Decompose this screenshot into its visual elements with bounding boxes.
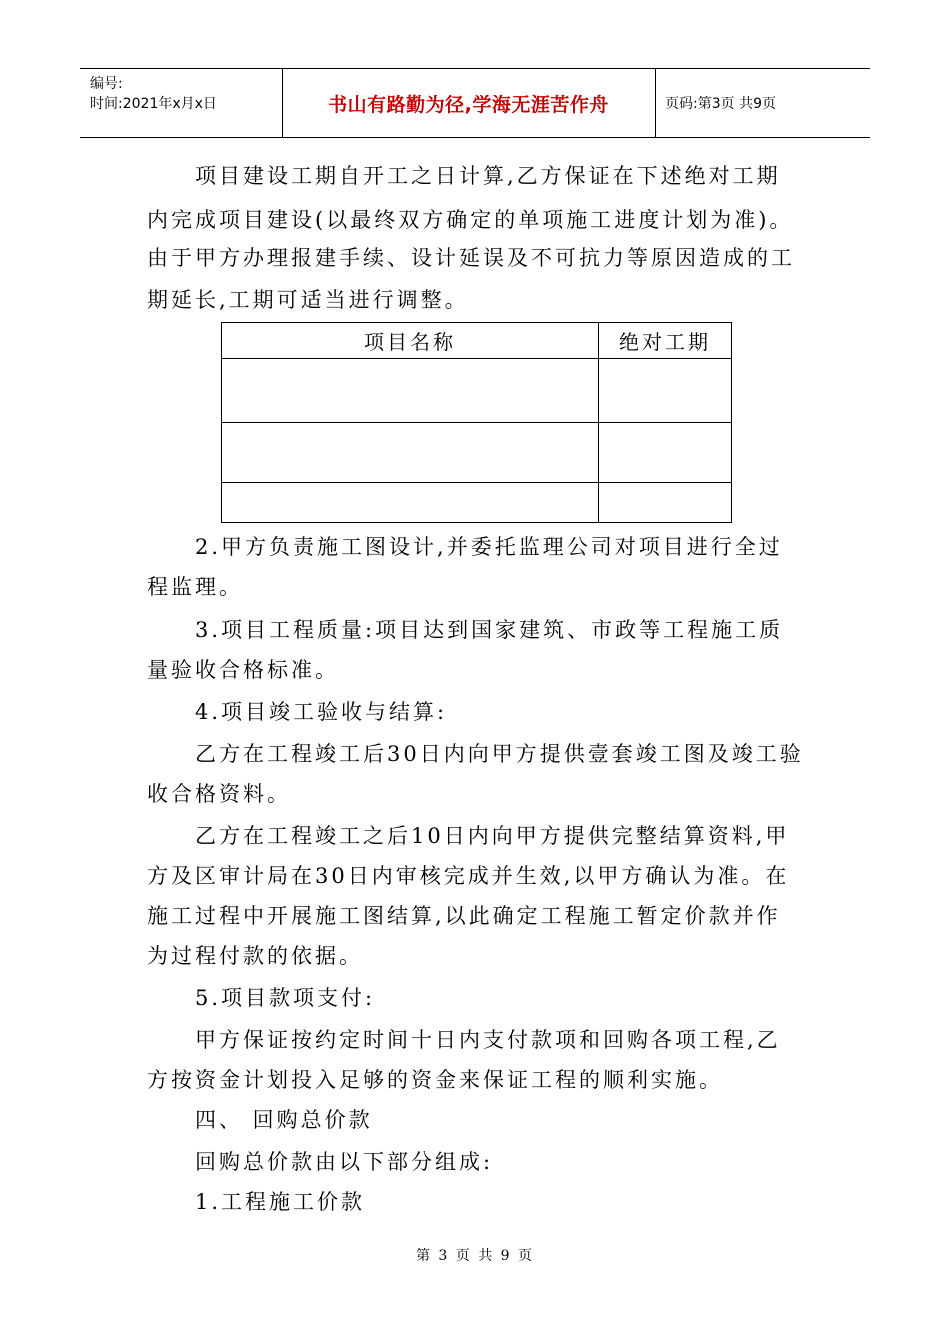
table-cell (222, 483, 599, 523)
paragraph-line: 甲方保证按约定时间十日内支付款项和回购各项工程,乙 (195, 1028, 781, 1052)
paragraph-line: 方按资金计划投入足够的资金来保证工程的顺利实施。 (147, 1068, 723, 1092)
paragraph-line: 2.甲方负责施工图设计,并委托监理公司对项目进行全过 (195, 535, 783, 559)
paragraph-line: 回购总价款由以下部分组成: (195, 1150, 494, 1174)
paragraph-line: 量验收合格标准。 (147, 658, 339, 682)
paragraph-line: 由于甲方办理报建手续、设计延误及不可抗力等原因造成的工 (147, 246, 795, 270)
table-cell (222, 423, 599, 483)
table-row (222, 359, 732, 423)
paragraph-line: 项目建设工期自开工之日计算,乙方保证在下述绝对工期 (195, 164, 781, 188)
paragraph-line: 为过程付款的依据。 (147, 944, 363, 968)
paragraph-line: 程监理。 (147, 575, 243, 599)
paragraph-line: 3.项目工程质量:项目达到国家建筑、市政等工程施工质 (195, 618, 784, 642)
table-header-row (222, 323, 732, 359)
table-header-duration: 绝对工期 (599, 323, 732, 359)
page-footer: 第 3 页 共 9 页 (415, 1248, 535, 1264)
table-cell (599, 423, 732, 483)
table-row (222, 423, 732, 483)
document-date-label: 时间:2021年x月x日 (90, 96, 217, 112)
section-heading: 5.项目款项支付: (195, 986, 376, 1010)
table-row (222, 483, 732, 523)
schedule-table (221, 322, 732, 523)
paragraph-line: 期延长,工期可适当进行调整。 (147, 288, 469, 312)
document-number-label: 编号: (90, 76, 123, 92)
section-heading: 4.项目竣工验收与结算: (195, 700, 448, 724)
table-cell (599, 483, 732, 523)
paragraph-line: 乙方在工程竣工之后10日内向甲方提供完整结算资料,甲 (195, 824, 790, 848)
table-cell (599, 359, 732, 423)
table-cell (222, 359, 599, 423)
paragraph-line: 收合格资料。 (147, 782, 291, 806)
section-heading: 四、 回购总价款 (195, 1108, 373, 1132)
paragraph-line: 乙方在工程竣工后30日内向甲方提供壹套竣工图及竣工验 (195, 742, 804, 766)
header-page-number: 页码:第3页 共9页 (665, 96, 776, 112)
paragraph-line: 内完成项目建设(以最终双方确定的单项施工进度计划为准)。 (147, 208, 794, 232)
paragraph-line: 施工过程中开展施工图结算,以此确定工程施工暂定价款并作 (147, 904, 781, 928)
table-header-project-name: 项目名称 (222, 323, 599, 359)
list-item: 1.工程施工价款 (195, 1190, 366, 1214)
paragraph-line: 方及区审计局在30日内审核完成并生效,以甲方确认为准。在 (147, 864, 790, 888)
page-header (80, 68, 870, 138)
header-motto: 书山有路勤为径,学海无涯苦作舟 (282, 69, 656, 137)
header-meta (80, 69, 283, 137)
